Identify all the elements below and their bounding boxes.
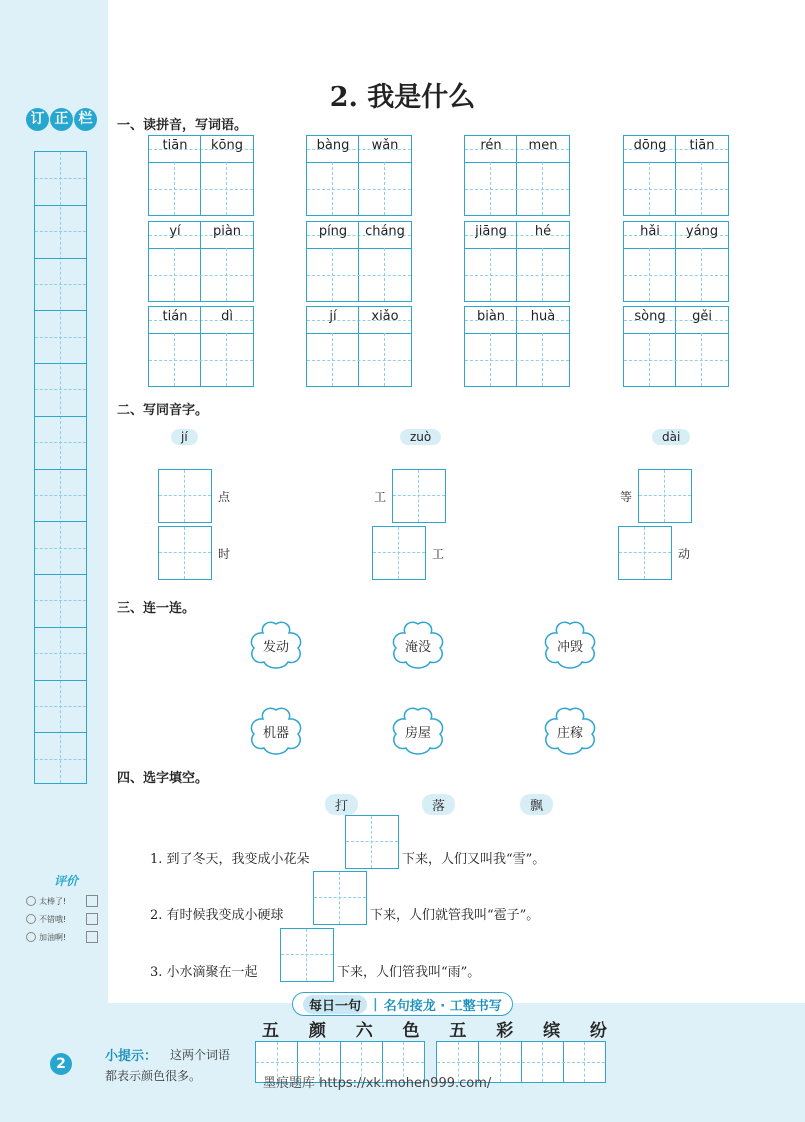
match-word-top[interactable] [540,620,600,670]
pinyin-syllable: kōng [211,138,243,153]
fill-blank-box[interactable] [345,815,399,869]
homophone-hint: 工 [374,490,387,504]
option-char: 打 [325,794,358,815]
quote-char: 彩 [496,1021,514,1041]
match-word-label: 发动 [262,640,289,655]
match-word-bottom[interactable] [388,706,448,756]
pinyin-syllable: men [528,138,558,153]
match-word-label: 淹没 [404,640,431,655]
match-word-label: 冲毁 [556,640,583,655]
homophone-pinyin: dài [652,429,690,445]
watermark: 墨痕题库 https://xk.mohen999.com/ [263,1076,492,1091]
correction-writing-grid[interactable] [34,151,87,784]
quote-char: 五 [262,1021,279,1041]
evaluation-label: 不错哦! [39,914,67,924]
pinyin-word-box[interactable] [306,135,412,216]
section1-heading: 一、读拼音，写词语。 [117,118,248,133]
sentence-1-before: 1. 到了冬天，我变成小花朵 [150,852,310,867]
homophone-hint: 点 [218,490,231,504]
pinyin-syllable: bàng [316,138,350,153]
pinyin-syllable: rén [480,138,502,153]
homophone-answer-box[interactable] [618,526,672,580]
homophone-answer-box[interactable] [638,469,692,523]
thumbs-up-icon [26,896,36,906]
section2-heading: 二、写同音字。 [117,403,209,418]
homophone-pinyin: zuò [400,429,441,445]
evaluation-title: 评价 [54,874,79,888]
homophone-hint: 工 [432,547,445,561]
option-char: 飘 [520,794,553,815]
evaluation-label: 太棒了! [39,896,67,906]
pinyin-syllable: cháng [365,224,405,239]
tip-label: 小提示： [105,1049,158,1064]
evaluation-box [26,872,98,943]
evaluation-label: 加油啊! [39,932,67,942]
evaluation-item-keep-going[interactable] [26,931,98,943]
homophone-hint: 等 [620,490,633,504]
pinyin-word-box[interactable] [464,221,570,302]
match-word-top[interactable] [388,620,448,670]
homophone-answer-box[interactable] [372,526,426,580]
pinyin-syllable: tiān [689,138,715,153]
quote-char: 缤 [543,1021,561,1041]
pinyin-syllable: tián [162,309,188,324]
pinyin-syllable: huà [530,309,556,324]
page-title: 2. 我是什么 [329,82,476,113]
fill-blank-box[interactable] [313,871,367,925]
pinyin-syllable: xiǎo [371,309,399,324]
pinyin-word-box[interactable] [148,135,254,216]
quote-char: 色 [402,1021,420,1041]
homophone-hint: 动 [678,547,691,561]
match-word-bottom[interactable] [246,706,306,756]
correction-title-char: 正 [50,108,73,131]
homophone-answer-box[interactable] [158,469,212,523]
pinyin-word-box[interactable] [623,135,729,216]
quote-char: 颜 [308,1021,326,1041]
pinyin-syllable: yí [169,224,181,239]
sentence-1-after: 下来，人们又叫我“雪”。 [402,852,546,867]
pinyin-syllable: píng [318,224,348,239]
tip-text: 这两个词语 [170,1048,231,1062]
evaluation-checkbox[interactable] [86,913,98,925]
evaluation-checkbox[interactable] [86,895,98,907]
pinyin-syllable: sòng [634,309,666,324]
evaluation-item-excellent[interactable] [26,895,98,907]
pinyin-syllable: jí [329,309,337,324]
pinyin-syllable: piàn [212,224,242,239]
pinyin-word-box[interactable] [148,221,254,302]
homophone-answer-box[interactable] [392,469,446,523]
pinyin-word-box[interactable] [306,306,412,387]
daily-sentence-label: 每日一句 [303,995,367,1014]
sentence-3-after: 下来，人们管我叫“雨”。 [337,965,481,980]
daily-sentence-subtitle: 名句接龙 · 工整书写 [383,998,502,1014]
pinyin-syllable: dōng [633,138,667,153]
sentence-2-before: 2. 有时候我变成小硬球 [150,908,284,923]
quote-char: 五 [449,1021,467,1041]
section4-heading: 四、选字填空。 [117,771,209,786]
correction-title-char: 订 [26,108,49,131]
homophone-answer-box[interactable] [158,526,212,580]
pinyin-word-box[interactable] [623,306,729,387]
daily-sentence-banner: 每日一句 | 名句接龙 · 工整书写 [292,992,513,1016]
section3-heading: 三、连一连。 [117,601,196,616]
sentence-3-before: 3. 小水滴聚在一起 [150,965,258,980]
match-word-label: 机器 [262,726,289,741]
pinyin-syllable: wǎn [371,138,399,153]
pinyin-syllable: gěi [692,309,712,324]
match-word-label: 庄稼 [556,726,583,741]
pinyin-word-box[interactable] [306,221,412,302]
pinyin-syllable: biàn [476,309,506,324]
homophone-hint: 时 [218,547,231,561]
pinyin-syllable: tiān [162,138,188,153]
pinyin-syllable: hé [534,224,552,239]
quote-chars [262,1016,607,1041]
homophone-pinyin: jí [171,429,198,445]
pinyin-syllable: yáng [685,224,719,239]
match-word-bottom[interactable] [540,706,600,756]
match-word-top[interactable] [246,620,306,670]
quote-char: 纷 [589,1021,607,1041]
correction-title-char: 栏 [74,108,97,131]
pinyin-syllable: jiāng [475,224,507,239]
pinyin-word-box[interactable] [148,306,254,387]
match-word-label: 房屋 [404,726,431,741]
tip-text: 都表示颜色很多。 [105,1069,202,1083]
fill-blank-box[interactable] [280,928,334,982]
pinyin-word-box[interactable] [623,221,729,302]
pinyin-syllable: hǎi [640,224,660,239]
smile-icon [26,914,36,924]
option-char: 落 [422,794,455,815]
quote-char: 六 [355,1021,373,1041]
pinyin-word-box[interactable] [464,135,570,216]
evaluation-checkbox[interactable] [86,931,98,943]
page-number: 2 [50,1053,72,1075]
pinyin-syllable: dì [221,309,233,324]
pinyin-word-box[interactable] [464,306,570,387]
sentence-2-after: 下来，人们就管我叫“雹子”。 [370,908,540,923]
cheer-icon [26,932,36,942]
evaluation-item-good[interactable] [26,913,98,925]
